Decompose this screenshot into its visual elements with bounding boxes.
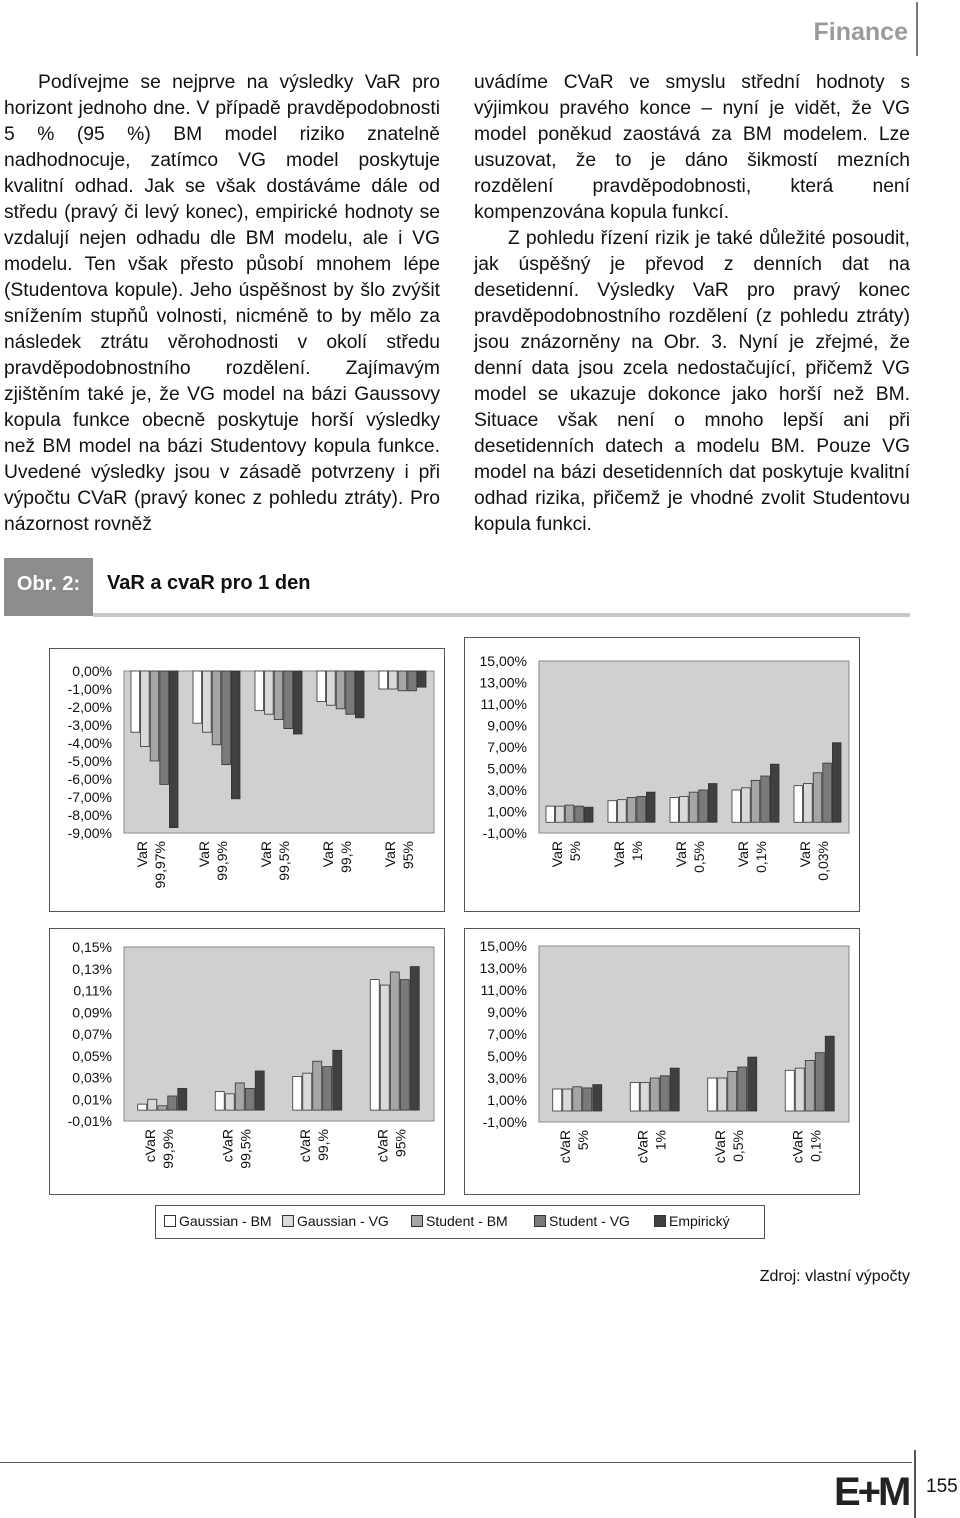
bar [408, 671, 417, 691]
x-tick-label: 99,9% [214, 841, 230, 881]
bar [738, 1067, 747, 1111]
y-tick-label: -8,00% [67, 807, 112, 823]
x-tick-label: VaR [382, 841, 398, 868]
x-tick-label: VaR [673, 841, 689, 868]
bar [823, 763, 832, 822]
y-tick-label: 15,00% [479, 653, 527, 669]
x-tick-label: 99,9% [159, 1129, 176, 1169]
chart-legend [155, 1205, 765, 1239]
bar [265, 671, 274, 714]
bar [355, 671, 364, 718]
y-tick-label: -6,00% [67, 771, 112, 787]
x-tick-label: cVaR [141, 1129, 158, 1163]
y-tick-label: 3,00% [487, 782, 527, 798]
bar [593, 1085, 602, 1111]
bar [327, 671, 336, 705]
bar [336, 671, 345, 709]
x-tick-label: cVaR [556, 1130, 573, 1164]
y-tick-label: -5,00% [67, 753, 112, 769]
bar [150, 671, 159, 761]
source-note: Zdroj: vlastní výpočty [759, 1268, 910, 1285]
bar [235, 1083, 244, 1110]
bar [742, 788, 751, 822]
y-tick-label: 0,00% [72, 663, 112, 679]
y-tick-label: 0,09% [72, 1004, 112, 1021]
x-tick-label: 5% [574, 1130, 591, 1151]
section-label: Finance [813, 18, 908, 46]
bar [380, 985, 389, 1110]
y-tick-label: 0,15% [72, 939, 112, 955]
x-tick-label: VaR [196, 841, 212, 868]
bar [158, 1106, 167, 1110]
x-tick-label: VaR [735, 841, 751, 868]
legend-label: Empirický [669, 1213, 730, 1229]
chart-svg [50, 929, 444, 1194]
bar [215, 1092, 224, 1110]
bar [748, 1057, 757, 1111]
bar [293, 1076, 302, 1110]
y-tick-label: 7,00% [487, 1026, 527, 1042]
page-number: 155 [926, 1476, 958, 1497]
chart-svg [465, 638, 859, 911]
legend-swatch [654, 1215, 666, 1227]
y-tick-label: 11,00% [480, 982, 527, 998]
bar [212, 671, 221, 745]
bar [785, 1070, 794, 1111]
x-tick-label: 0,03% [815, 841, 831, 881]
bar [795, 1068, 804, 1111]
bar [390, 972, 399, 1110]
bar [563, 1089, 572, 1111]
y-tick-label: -1,00% [67, 681, 112, 697]
paragraph: Z pohledu řízení rizik je také důležité posoudit, jak úspěšný je převod z denních dat na desetidenní. Výsledky VaR pro pravý konec pravděpodobnostního rozdělení (z pohledu ztráty) jsou znázorněny na Obr. 3. Nyní je zřejmé, že denní data jsou zcela nedostačující, přičemž VG model se ukazuje dokonce jako horší než BM. Situace však není o mnoho lepší ani při desetidenních datech a modelu BM. Pouze VG model na bázi desetidenních dat poskytuje kvalitní odhad rizika, přičemž je vhodné zvolit Studentovu kopula funkci. [474, 228, 910, 535]
bar [284, 671, 293, 729]
x-tick-label: VaR [258, 841, 274, 868]
bar [160, 671, 169, 784]
bar [565, 805, 574, 822]
chart-cvar-left [49, 928, 445, 1195]
chart-var-left [49, 648, 445, 912]
bar [630, 1082, 639, 1111]
legend-label: Gaussian - VG [297, 1213, 389, 1229]
bar [546, 806, 555, 822]
y-tick-label: -9,00% [67, 825, 112, 841]
x-tick-label: 95% [392, 1129, 409, 1158]
y-tick-label: 0,07% [72, 1026, 112, 1042]
y-tick-label: -2,00% [67, 699, 112, 715]
x-tick-label: VaR [797, 841, 813, 868]
bar [370, 980, 379, 1111]
bar [303, 1073, 312, 1110]
figure-title: VaR a cvaR pro 1 den [107, 572, 311, 594]
bar [346, 671, 355, 714]
bar [245, 1088, 254, 1110]
x-tick-label: 99,5% [237, 1129, 254, 1169]
y-tick-label: 7,00% [487, 739, 527, 755]
bar [618, 800, 627, 823]
bar [699, 790, 708, 822]
legend-item [654, 1213, 730, 1229]
x-tick-label: 5% [567, 841, 583, 862]
bar [231, 671, 240, 799]
legend-label: Gaussian - BM [179, 1213, 272, 1229]
bar [650, 1078, 659, 1111]
bar [640, 1082, 649, 1111]
y-tick-label: 5,00% [487, 1048, 527, 1064]
bar [556, 806, 565, 822]
bar [608, 801, 617, 823]
bar [379, 671, 388, 689]
x-tick-label: VaR [320, 841, 336, 868]
bar [761, 776, 770, 822]
x-tick-label: 99,97% [152, 841, 168, 889]
bar [573, 1087, 582, 1111]
legend-swatch [411, 1215, 423, 1227]
y-tick-label: 9,00% [487, 717, 527, 734]
x-tick-label: 99,5% [276, 841, 292, 881]
y-tick-label: 11,00% [480, 696, 527, 712]
chart-svg [465, 929, 859, 1194]
figure-header [4, 558, 910, 616]
legend-swatch [534, 1215, 546, 1227]
x-tick-label: cVaR [634, 1130, 651, 1164]
left-column [4, 70, 440, 538]
bar [825, 1036, 834, 1111]
bar [255, 671, 264, 711]
bar [138, 1104, 147, 1110]
journal-logo: E+M [834, 1470, 909, 1514]
bar [398, 671, 407, 691]
bar [333, 1050, 342, 1110]
y-tick-label: -0,01% [67, 1113, 112, 1129]
bar [794, 786, 803, 823]
y-tick-label: 5,00% [487, 760, 527, 777]
bar [323, 1067, 332, 1111]
bar [728, 1071, 737, 1111]
legend-swatch [282, 1215, 294, 1227]
bar [553, 1089, 562, 1111]
right-column [474, 70, 910, 538]
bar [141, 671, 150, 747]
figure-tag: Obr. 2: [4, 558, 93, 616]
bar [203, 671, 212, 732]
y-tick-label: 13,00% [479, 674, 527, 691]
x-tick-label: 99,% [314, 1129, 331, 1161]
legend-label: Student - VG [549, 1213, 630, 1229]
bar [178, 1088, 187, 1110]
bar [148, 1099, 157, 1110]
x-tick-label: VaR [611, 841, 627, 868]
bar [689, 792, 698, 822]
x-tick-label: VaR [549, 841, 565, 868]
bar [389, 671, 398, 689]
bar [708, 784, 717, 823]
y-tick-label: 0,11% [73, 982, 112, 999]
x-tick-label: cVaR [296, 1129, 313, 1163]
figure-underline [93, 613, 910, 617]
bar [770, 764, 779, 822]
bar [751, 780, 760, 822]
y-tick-label: -1,00% [482, 825, 527, 841]
legend-item [534, 1213, 630, 1229]
y-tick-label: 1,00% [487, 1092, 527, 1108]
bar [168, 1096, 177, 1110]
bar [225, 1094, 234, 1110]
bar [804, 784, 813, 823]
x-tick-label: VaR [134, 841, 150, 868]
legend-item [164, 1213, 272, 1229]
bar [169, 671, 178, 828]
legend-item [411, 1213, 508, 1229]
y-tick-label: -1,00% [482, 1114, 527, 1130]
bar [255, 1071, 264, 1110]
bar [400, 980, 409, 1111]
bar [417, 671, 426, 687]
chart-cvar-right [464, 928, 860, 1195]
bar [313, 1061, 322, 1110]
y-tick-label: 1,00% [487, 803, 527, 820]
bar [583, 1088, 592, 1111]
bar [317, 671, 326, 702]
x-tick-label: 95% [400, 841, 416, 870]
x-tick-label: 0,1% [807, 1130, 824, 1162]
y-tick-label: 0,03% [72, 1069, 112, 1086]
footer-rule [0, 1462, 912, 1463]
y-tick-label: 0,01% [72, 1091, 112, 1108]
bar [718, 1078, 727, 1111]
y-tick-label: 15,00% [479, 938, 527, 954]
x-tick-label: 1% [629, 841, 645, 862]
legend-swatch [164, 1215, 176, 1227]
bar [805, 1060, 814, 1111]
bar [584, 807, 593, 822]
bar [646, 792, 655, 822]
footer-divider [914, 1450, 916, 1518]
x-tick-label: 99,% [338, 841, 354, 873]
paragraph: Podívejme se nejprve na výsledky VaR pro horizont jednoho dne. V případě pravděpodobnosti 5 % (95 %) BM model riziko znatelně nadhodnocuje, zatímco VG model poskytuje kvalitní odhad. Jak se však dostáváme dále od středu (pravý či levý konec), empirické hodnoty se vzdalují nejen odhadu dle BM modelu, ale i VG modelu. Ten však přesto působí mnohem lépe (Studentova kopule). Jeho úspěšnost by šlo zvýšit snížením stupňů volnosti, nicméně to by mělo za následek ztrátu věrohodnosti v okolí středu pravděpodobnostního rozdělení. Zajímavým zjištěním také je, že VG model na bázi Gaussovy kopula funkce obecně poskytuje horší výsledky než BM model na bázi Studentovy kopula funkce. Uvedené výsledky jsou v zásadě potvrzeny i při výpočtu CVaR (pravý konec z pohledu ztráty). Pro názornost rovněž [4, 72, 440, 535]
bar [293, 671, 302, 734]
legend-item [282, 1213, 389, 1229]
bar [274, 671, 283, 720]
x-tick-label: 1% [652, 1130, 669, 1151]
y-tick-label: -4,00% [67, 735, 112, 751]
y-tick-label: 0,13% [72, 960, 112, 977]
bar [732, 790, 741, 822]
bar [660, 1076, 669, 1111]
x-tick-label: cVaR [219, 1129, 236, 1163]
x-tick-label: 0,5% [691, 841, 707, 873]
paragraph: uvádíme CVaR ve smyslu střední hodnoty s výjimkou pravého konce – nyní je vidět, že VG model poněkud zaostává za BM modelem. Lze usuzovat, že to je dáno šikmostí mezních rozdělení pravděpodobnosti, která není kompenzována kopula funkcí. [474, 72, 910, 223]
bar [627, 798, 636, 823]
y-tick-label: 3,00% [487, 1070, 527, 1086]
chart-svg [50, 649, 444, 911]
y-tick-label: 0,05% [72, 1047, 112, 1064]
x-tick-label: 0,1% [753, 841, 769, 873]
y-tick-label: 13,00% [479, 960, 527, 976]
bar [708, 1078, 717, 1111]
bar [813, 773, 822, 822]
bar [575, 806, 584, 822]
x-tick-label: 0,5% [729, 1130, 746, 1162]
x-tick-label: cVaR [789, 1130, 806, 1164]
bar [637, 796, 646, 822]
y-tick-label: -7,00% [67, 789, 112, 805]
bar [832, 743, 841, 823]
legend-label: Student - BM [426, 1213, 508, 1229]
bar [670, 1068, 679, 1111]
y-tick-label: 9,00% [487, 1004, 527, 1020]
chart-var-right [464, 637, 860, 912]
x-tick-label: cVaR [374, 1129, 391, 1163]
bar [410, 967, 419, 1111]
y-tick-label: -3,00% [67, 717, 112, 733]
section-rule [916, 2, 918, 56]
bar [815, 1053, 824, 1111]
bar [222, 671, 231, 765]
bar [680, 796, 689, 822]
bar [131, 671, 140, 732]
x-tick-label: cVaR [711, 1130, 728, 1164]
bar [193, 671, 202, 723]
bar [670, 798, 679, 823]
